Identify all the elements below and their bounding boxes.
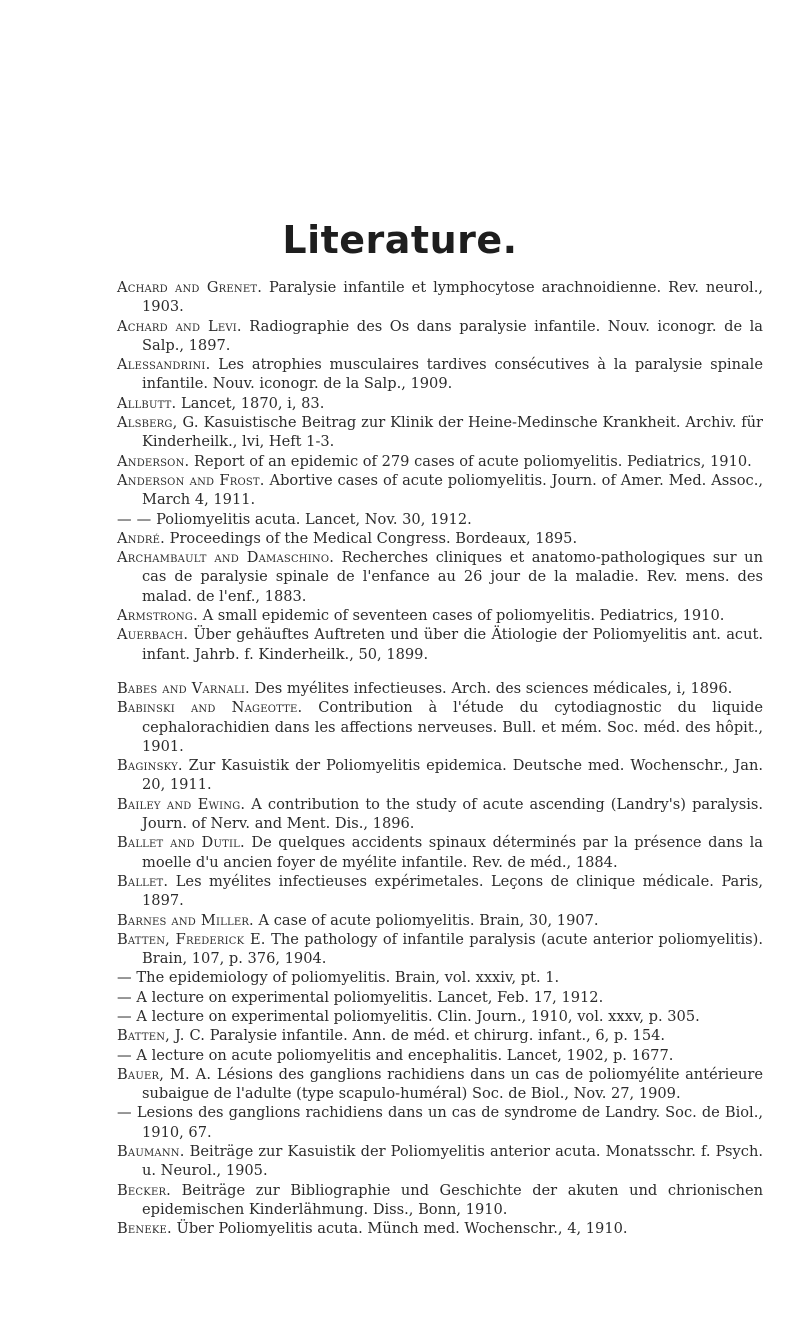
bibliography [117, 278, 763, 1239]
reference-author: Babes and Varnali. [117, 679, 250, 697]
reference-author: Auerbach. [117, 626, 189, 644]
reference-entry [117, 317, 763, 356]
reference-author: — [117, 1007, 132, 1025]
reference-entry [117, 988, 763, 1007]
reference-entry [117, 968, 763, 987]
reference-author: — [117, 969, 132, 987]
reference-author: Achard and Levi. [117, 317, 242, 335]
reference-author: Batten, J. C. [117, 1027, 206, 1045]
reference-author: Armstrong. [117, 607, 198, 625]
reference-group [117, 278, 763, 664]
reference-author: — [117, 988, 132, 1006]
reference-text: A lecture on experimental poliomyelitis. Lancet, Feb. 17, 1912. [131, 988, 604, 1006]
reference-text: Report of an epidemic of 279 cases of acute poliomyelitis. Pediatrics, 1910. [189, 452, 752, 470]
reference-author: Babinski and Nageotte. [117, 699, 303, 717]
reference-text: Kasuistische Beitrag zur Klinik der Heine-Medinsche Krankheit. Archiv. für Kinderheilk., lvi, Heft 1-3. [142, 414, 763, 451]
reference-author: Baumann. [117, 1143, 185, 1161]
reference-text: Paralysie infantile et lymphocytose arachnoidienne. Rev. neurol., 1903. [142, 279, 763, 316]
reference-text: A lecture on experimental poliomyelitis. Clin. Journ., 1910, vol. xxxv, p. 305. [131, 1007, 700, 1025]
reference-text: Proceedings of the Medical Congress. Bordeaux, 1895. [164, 529, 578, 547]
reference-text: A small epidemic of seventeen cases of poliomyelitis. Pediatrics, 1910. [197, 607, 725, 625]
reference-entry [117, 548, 763, 606]
reference-text: Abortive cases of acute poliomyelitis. Journ. of Amer. Med. Assoc., March 4, 1911. [142, 471, 763, 509]
reference-entry [117, 529, 763, 548]
reference-author: Anderson and Frost. [117, 471, 265, 489]
reference-entry [117, 679, 763, 698]
reference-entry [117, 1007, 763, 1026]
reference-text: Les atrophies musculaires tardives consécutives à la paralysie spinale infantile. Nouv. iconogr. de la Salp., 1909. [142, 356, 763, 393]
reference-author: Baginsky. [117, 757, 183, 775]
reference-author: Beneke. [117, 1220, 172, 1238]
reference-entry [117, 833, 763, 872]
reference-text: Poliomyelitis acuta. Lancet, Nov. 30, 1912. [151, 510, 472, 528]
reference-text: Beiträge zur Bibliographie und Geschichte der akuten und chrionischen epidemischen Kinderlähmung. Diss., Bonn, 1910. [142, 1181, 763, 1218]
reference-entry [117, 471, 763, 510]
reference-text: Zur Kasuistik der Poliomyelitis epidemica. Deutsche med. Wochenschr., Jan. 20, 1911. [142, 757, 763, 794]
reference-entry [117, 355, 763, 394]
reference-entry [117, 1219, 763, 1238]
reference-text: Lancet, 1870, i, 83. [176, 394, 325, 412]
reference-entry [117, 756, 763, 795]
reference-entry [117, 1181, 763, 1220]
reference-entry [117, 911, 763, 930]
reference-group [117, 679, 763, 1239]
reference-entry [117, 1142, 763, 1181]
reference-entry [117, 795, 763, 834]
reference-text: Über gehäuftes Auftreten und über die Ätiologie der Poliomyelitis ant. acut. infant. Jahrb. f. Kinderheilk., 50, 1899. [142, 626, 763, 663]
reference-author: Achard and Grenet. [117, 279, 263, 296]
reference-author: Alessandrini. [117, 356, 211, 374]
reference-text: Recherches cliniques et anatomo-pathologiques sur un cas de paralysie spinale de l'enfance au 26 jour de la maladie. Rev. mens. des malad. de l'enf., 1883. [142, 549, 763, 605]
reference-author: — — [117, 510, 152, 528]
reference-text: A contribution to the study of acute ascending (Landry's) paralysis. Journ. of Nerv. and Ment. Dis., 1896. [142, 795, 763, 833]
reference-entry [117, 1065, 763, 1104]
reference-text: Lesions des ganglions rachidiens dans un cas de syndrome de Landry. Soc. de Biol., 1910, 67. [131, 1104, 763, 1141]
reference-entry [117, 510, 763, 529]
reference-entry [117, 278, 763, 317]
reference-text: Les myélites infectieuses expérimetales. Leçons de clinique médicale. Paris, 1897. [142, 872, 763, 910]
reference-text: Beiträge zur Kasuistik der Poliomyelitis anterior acuta. Monatsschr. f. Psych. u. Neurol., 1905. [142, 1143, 763, 1180]
reference-author: — [117, 1104, 132, 1122]
reference-entry [117, 625, 763, 664]
reference-text: Des myélites infectieuses. Arch. des sciences médicales, i, 1896. [249, 679, 733, 697]
reference-entry [117, 930, 763, 969]
reference-text: The pathology of infantile paralysis (acute anterior poliomyelitis). Brain, 107, p. 376, 1904. [142, 930, 764, 968]
reference-author: — [117, 1046, 132, 1064]
reference-text: Über Poliomyelitis acuta. Münch med. Wochenschr., 4, 1910. [171, 1220, 628, 1238]
reference-author: Anderson. [117, 452, 190, 470]
reference-text: Radiographie des Os dans paralysie infantile. Nouv. iconogr. de la Salp., 1897. [142, 317, 763, 354]
reference-author: Batten, Frederick E. [117, 930, 266, 948]
reference-author: Barnes and Miller. [117, 911, 254, 929]
reference-text: Lésions des ganglions rachidiens dans un cas de poliomyélite antérieure subaigue de l'adulte (type scapulo-huméral) Soc. de Biol., Nov. 27, 1909. [142, 1065, 764, 1103]
page-title: Literature. [282, 218, 518, 262]
reference-entry [117, 698, 763, 756]
reference-text: De quelques accidents spinaux déterminés par la présence dans la moelle d'u ancien foyer de myélite infantile. Rev. de méd., 1884. [142, 834, 763, 871]
reference-text: Contribution à l'étude du cytodiagnostic du liquide cephalorachidien dans les affections nerveuses. Bull. et mém. Soc. méd. des hôpit., 1901. [142, 699, 763, 755]
reference-entry [117, 394, 763, 413]
reference-author: Ballet and Dutil. [117, 834, 245, 852]
reference-author: Allbutt. [117, 394, 177, 412]
reference-entry [117, 1046, 763, 1065]
reference-entry [117, 872, 763, 911]
reference-entry [117, 413, 763, 452]
reference-text: Paralysie infantile. Ann. de méd. et chirurg. infant., 6, p. 154. [205, 1027, 666, 1045]
reference-author: André. [117, 529, 165, 547]
reference-entry [117, 606, 763, 625]
reference-author: Alsberg, G. [117, 414, 199, 432]
reference-entry [117, 452, 763, 471]
reference-text: A lecture on acute poliomyelitis and encephalitis. Lancet, 1902, p. 1677. [131, 1046, 674, 1064]
reference-entry [117, 1026, 763, 1045]
reference-author: Archambault and Damaschino. [117, 549, 335, 567]
reference-entry [117, 1103, 763, 1142]
reference-text: A case of acute poliomyelitis. Brain, 30, 1907. [253, 911, 599, 929]
reference-author: Bailey and Ewing. [117, 795, 246, 813]
reference-author: Becker. [117, 1181, 172, 1199]
reference-author: Bauer, M. A. [117, 1065, 212, 1083]
reference-author: Ballet. [117, 872, 169, 890]
reference-text: The epidemiology of poliomyelitis. Brain, vol. xxxiv, pt. 1. [131, 969, 560, 987]
